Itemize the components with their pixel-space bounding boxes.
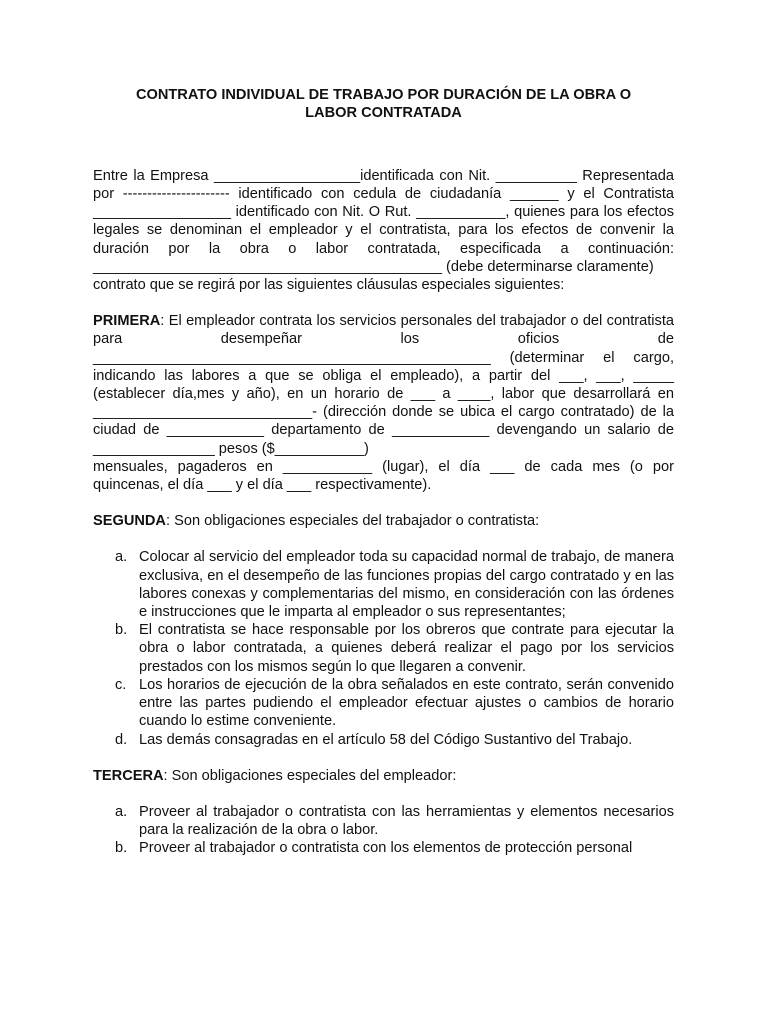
segunda-paragraph <box>93 512 674 530</box>
list-marker: b. <box>115 622 128 639</box>
segunda-heading: SEGUNDA <box>93 513 166 530</box>
list-item-text: Colocar al servicio del empleador toda su capacidad normal de trabajo, de manera exclusiva, en el desempeño de las funciones propias del cargo contratado y en las labores conexas y complementarias del mismo, en consideración con las órdenes e instrucciones que le imparta al empleador o sus representantes; <box>139 549 674 621</box>
tercera-paragraph <box>93 767 674 785</box>
primera-text-continuation: mensuales, pagaderos en ___________ (lugar), el día ___ de cada mes (o por quincenas, el día ___ y el día ___ respectivamente). <box>93 458 674 494</box>
list-marker: c. <box>115 676 127 693</box>
list-marker: a. <box>115 803 128 820</box>
list-item-text: El contratista se hace responsable por los obreros que contrate para ejecutar la obra o labor contratada, a quienes deberá realizar el pago por los servicios prestados con los mismos según lo que llegaren a convenir. <box>139 622 674 675</box>
list-marker: b. <box>115 840 128 857</box>
primera-paragraph <box>93 312 674 458</box>
list-item <box>115 803 674 839</box>
clause-primera <box>93 312 674 494</box>
segunda-list <box>93 548 674 748</box>
primera-heading: PRIMERA <box>93 313 161 330</box>
list-item <box>115 676 674 731</box>
segunda-text: : Son obligaciones especiales del trabajador o contratista: <box>165 513 540 530</box>
clause-segunda <box>93 512 674 748</box>
list-item-text: Los horarios de ejecución de la obra señalados en este contrato, serán convenido entre las partes pudiendo el empleador efectuar ajustes o cambios de horario cuando lo estime conveniente. <box>139 676 674 730</box>
list-item-text: Las demás consagradas en el artículo 58 del Código Sustantivo del Trabajo. <box>139 731 633 748</box>
list-item-text: Proveer al trabajador o contratista con los elementos de protección personal <box>139 840 633 857</box>
list-item <box>115 839 674 857</box>
tercera-list <box>93 803 674 858</box>
list-item <box>115 548 674 621</box>
intro-text-continuation: contrato que se regirá por las siguientes cláusulas especiales siguientes: <box>93 277 565 294</box>
list-marker: a. <box>115 549 128 566</box>
document-title: CONTRATO INDIVIDUAL DE TRABAJO POR DURACIÓN DE LA OBRA O LABOR CONTRATADA <box>135 87 632 122</box>
primera-text: : El empleador contrata los servicios personales del trabajador o del contratista para desempeñar los oficios de _________________________________________________ (determinar el cargo, indicando las labores a que se obliga el empleado), a partir del ___, ___, _____ (establecer día,mes y año), en un horario de ___ a ____, labor que desarrollará en ___________________________- (dirección donde se ubica el cargo contratado) de la ciudad de ____________ departamento de ____________ devengando un salario de _______________ pesos ($___________) <box>93 313 674 457</box>
intro-clause <box>93 167 674 294</box>
intro-text: Entre la Empresa __________________identificada con Nit. __________ Representada por ---------------------- identificado con cedula de ciudadanía ______ y el Contratista _________________ identificado con Nit. O Rut. ___________, quienes para los efectos legales se denominan el empleador y el contratista, para los efectos de convenir la duración por la obra o labor contratada, especificada a continuación: ___________________________________________ (debe determinarse claramente) <box>93 167 674 275</box>
clause-tercera <box>93 767 674 858</box>
tercera-heading: TERCERA <box>93 767 164 784</box>
tercera-text: : Son obligaciones especiales del empleador: <box>163 767 457 784</box>
list-item-text: Proveer al trabajador o contratista con las herramientas y elementos necesarios para la realización de la obra o labor. <box>139 803 674 839</box>
list-item <box>115 621 674 676</box>
list-item <box>115 731 674 749</box>
list-marker: d. <box>115 731 128 748</box>
